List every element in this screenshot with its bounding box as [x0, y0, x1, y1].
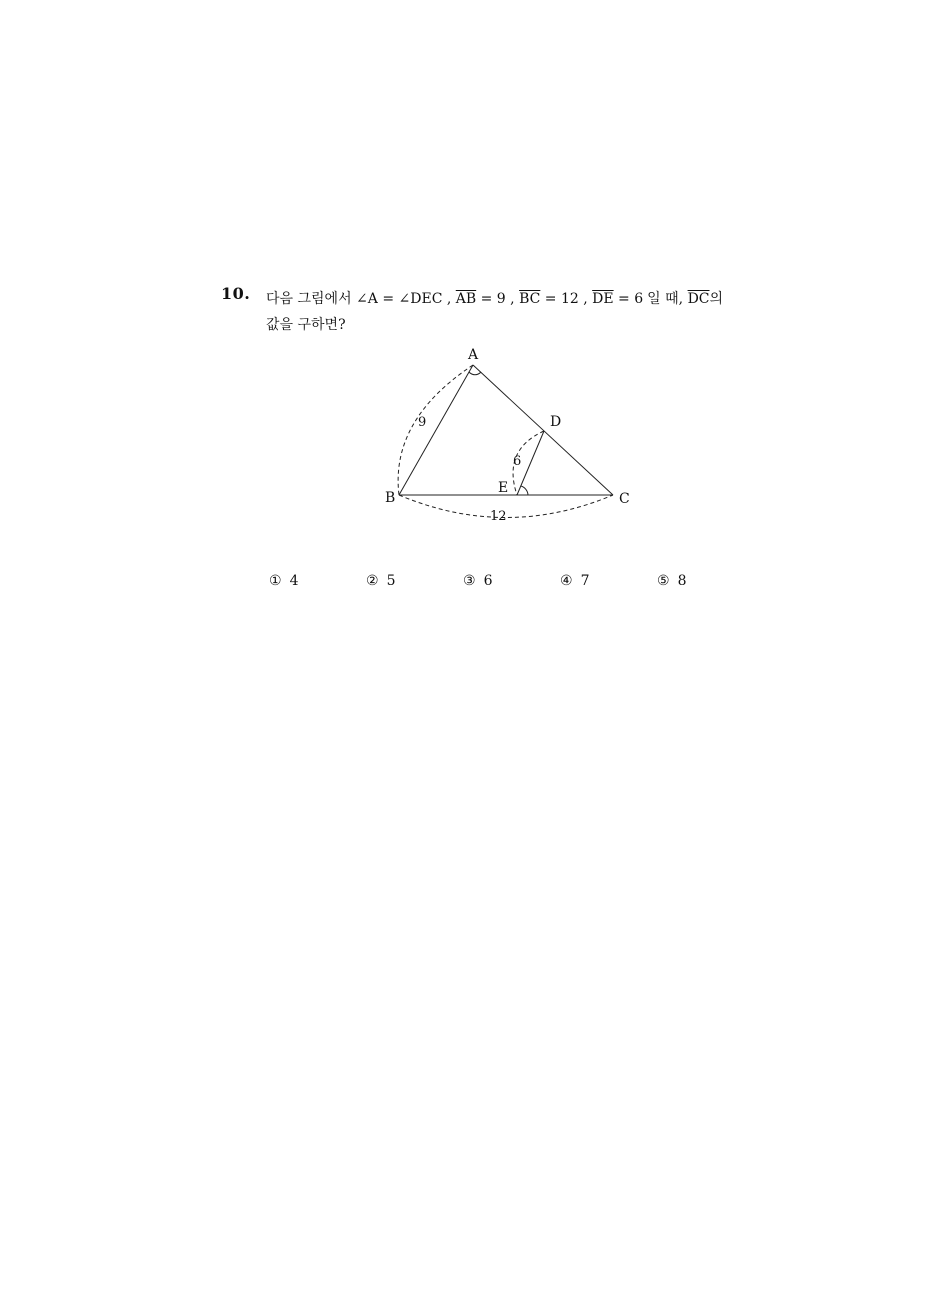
- choice-4[interactable]: [560, 573, 589, 589]
- length-label-bc: 12: [490, 509, 507, 524]
- segment-de-value: = 6: [613, 291, 644, 307]
- side-ac: [473, 365, 613, 495]
- vertex-label-a: A: [468, 347, 479, 363]
- choice-mark: ①: [269, 573, 282, 589]
- choice-mark: ⑤: [657, 573, 670, 589]
- choice-2[interactable]: [366, 573, 395, 589]
- segment-de: $\overline{DE}$: [592, 291, 614, 307]
- stem-lead: 다음 그림에서: [266, 291, 357, 307]
- vertex-label-b: B: [385, 490, 396, 506]
- stem-condition: 일 때,: [647, 291, 688, 307]
- segment-bc: $\overline{BC}$: [519, 291, 541, 307]
- vertex-label-d: D: [550, 414, 562, 430]
- choice-3[interactable]: [463, 573, 492, 589]
- choice-mark: ③: [463, 573, 476, 589]
- choice-value: 6: [483, 573, 493, 589]
- stem-line-2: 값을 구하면?: [266, 317, 346, 333]
- angle-equality: ∠A = ∠DEC: [356, 291, 443, 307]
- angle-a-mark: [469, 372, 481, 375]
- vertex-label-e: E: [498, 480, 509, 496]
- segment-ab: $\overline{AB}$: [455, 291, 477, 307]
- problem-stem: [266, 286, 766, 338]
- problem-number: 10.: [221, 284, 251, 303]
- stem-line-1: [266, 286, 766, 312]
- angle-e-mark: [521, 486, 528, 495]
- separator: ,: [578, 291, 593, 307]
- stem-end: 의: [709, 291, 724, 307]
- separator: ,: [442, 291, 456, 307]
- choice-mark: ②: [366, 573, 379, 589]
- choice-value: 7: [580, 573, 590, 589]
- choice-value: 8: [677, 573, 687, 589]
- choice-5[interactable]: [657, 573, 686, 589]
- choice-value: 5: [386, 573, 396, 589]
- length-label-ab: 9: [418, 415, 427, 430]
- separator: ,: [505, 291, 520, 307]
- choice-1[interactable]: [269, 573, 298, 589]
- triangle-figure: [380, 340, 640, 530]
- segment-dc: $\overline{DC}$: [687, 291, 710, 307]
- choice-mark: ④: [560, 573, 573, 589]
- choice-value: 4: [289, 573, 299, 589]
- answer-choices: [269, 573, 739, 597]
- vertex-label-c: C: [619, 491, 630, 507]
- length-label-de: 6: [513, 454, 522, 469]
- segment-ab-value: = 9: [476, 291, 506, 307]
- segment-bc-value: = 12: [540, 291, 579, 307]
